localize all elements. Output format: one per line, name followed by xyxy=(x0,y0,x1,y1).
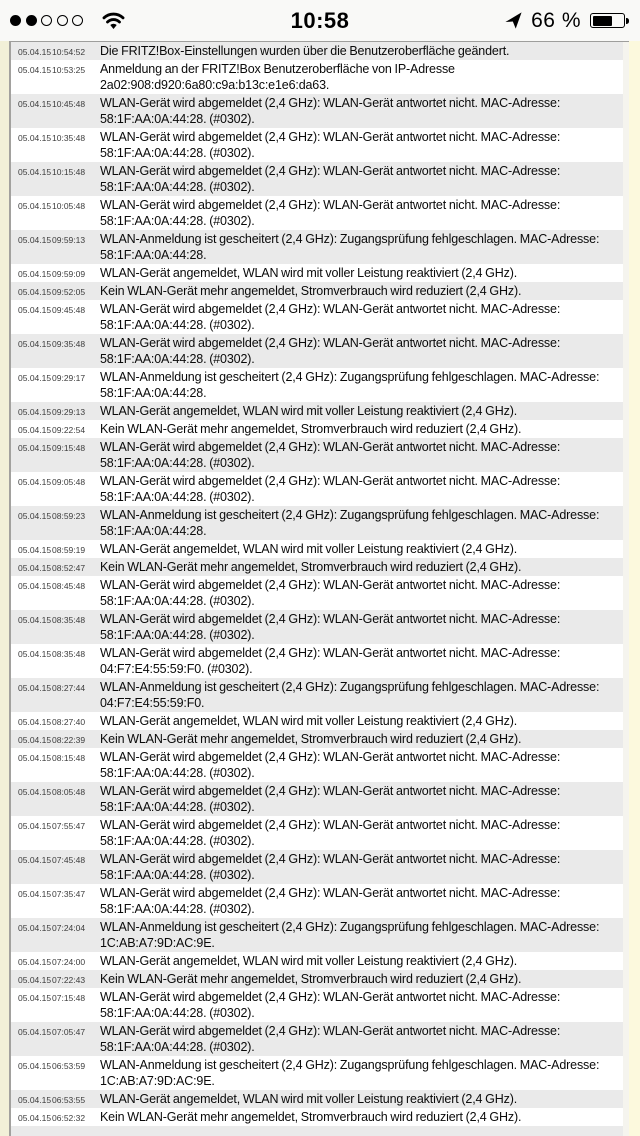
log-row xyxy=(11,1056,623,1090)
log-row xyxy=(11,264,623,282)
log-message: WLAN-Anmeldung ist gescheitert (2,4 GHz): Zugangsprüfung fehlgeschlagen. MAC-Adresse: 04:F7:E4:55:59:F0. xyxy=(100,680,600,710)
log-time: 07:45:48 xyxy=(52,855,86,865)
log-time: 10:35:48 xyxy=(52,133,86,143)
log-row xyxy=(11,952,623,970)
log-message: WLAN-Gerät wird abgemeldet (2,4 GHz): WLAN-Gerät antwortet nicht. MAC-Adresse: 04:F7:E4:55:59:F0. (#0302). xyxy=(100,646,561,676)
log-date: 05.04.15 xyxy=(18,615,52,625)
log-row xyxy=(11,334,623,368)
log-time: 10:53:25 xyxy=(52,65,86,75)
log-row xyxy=(11,1090,623,1108)
battery-fill xyxy=(593,16,612,26)
log-message: WLAN-Gerät angemeldet, WLAN wird mit voller Leistung reaktiviert (2,4 GHz). xyxy=(100,1092,518,1106)
log-date: 05.04.15 xyxy=(18,269,52,279)
log-date: 05.04.15 xyxy=(18,975,52,985)
log-message: Anmeldung an der FRITZ!Box Benutzeroberfläche von IP-Adresse 2a02:908:d920:6a80:c9a:b13c:e1e6:da63. xyxy=(100,62,455,92)
log-message: Kein WLAN-Gerät mehr angemeldet, Stromverbrauch wird reduziert (2,4 GHz). xyxy=(100,732,522,746)
log-time: 07:55:47 xyxy=(52,821,86,831)
log-row xyxy=(11,1022,623,1056)
log-message: WLAN-Gerät wird abgemeldet (2,4 GHz): WLAN-Gerät antwortet nicht. MAC-Adresse: 58:1F:AA:0A:44:28. (#0302). xyxy=(100,1024,561,1054)
log-message: WLAN-Anmeldung ist gescheitert (2,4 GHz): Zugangsprüfung fehlgeschlagen. MAC-Adresse: 58:1F:AA:0A:44:28. xyxy=(100,232,600,262)
log-row xyxy=(11,576,623,610)
log-row xyxy=(11,678,623,712)
log-row xyxy=(11,730,623,748)
log-time: 08:22:39 xyxy=(52,735,86,745)
log-time: 08:15:48 xyxy=(52,753,86,763)
log-message: Kein WLAN-Gerät mehr angemeldet, Stromverbrauch wird reduziert (2,4 GHz). xyxy=(100,284,522,298)
log-time: 10:45:48 xyxy=(52,99,86,109)
log-message: WLAN-Gerät wird abgemeldet (2,4 GHz): WLAN-Gerät antwortet nicht. MAC-Adresse: 58:1F:AA:0A:44:28. (#0302). xyxy=(100,302,561,332)
log-time: 09:35:48 xyxy=(52,339,86,349)
log-time: 08:52:47 xyxy=(52,563,86,573)
log-row xyxy=(11,988,623,1022)
log-date: 05.04.15 xyxy=(18,235,52,245)
log-time: 10:15:48 xyxy=(52,167,86,177)
log-message: WLAN-Gerät wird abgemeldet (2,4 GHz): WLAN-Gerät antwortet nicht. MAC-Adresse: 58:1F:AA:0A:44:28. (#0302). xyxy=(100,852,561,882)
log-message: WLAN-Anmeldung ist gescheitert (2,4 GHz): Zugangsprüfung fehlgeschlagen. MAC-Adresse: 58:1F:AA:0A:44:28. xyxy=(100,370,600,400)
log-time: 10:05:48 xyxy=(52,201,86,211)
log-message: WLAN-Gerät wird abgemeldet (2,4 GHz): WLAN-Gerät antwortet nicht. MAC-Adresse: 58:1F:AA:0A:44:28. (#0302). xyxy=(100,474,561,504)
log-message: WLAN-Gerät angemeldet, WLAN wird mit voller Leistung reaktiviert (2,4 GHz). xyxy=(100,266,518,280)
log-message: Kein WLAN-Gerät mehr angemeldet, Stromverbrauch wird reduziert (2,4 GHz). xyxy=(100,560,522,574)
log-date: 05.04.15 xyxy=(18,1113,52,1123)
log-message: Die FRITZ!Box-Einstellungen wurden über die Benutzeroberfläche geändert. xyxy=(100,44,510,58)
log-row xyxy=(11,782,623,816)
log-message: Kein WLAN-Gerät mehr angemeldet, Stromverbrauch wird reduziert (2,4 GHz). xyxy=(100,1110,522,1124)
log-row xyxy=(11,884,623,918)
log-date: 05.04.15 xyxy=(18,957,52,967)
log-date: 05.04.15 xyxy=(18,753,52,763)
log-row xyxy=(11,644,623,678)
log-date: 05.04.15 xyxy=(18,511,52,521)
log-time: 09:52:05 xyxy=(52,287,86,297)
log-time: 07:35:47 xyxy=(52,889,86,899)
log-date: 05.04.15 xyxy=(18,821,52,831)
log-row xyxy=(11,558,623,576)
log-row xyxy=(11,816,623,850)
log-message: WLAN-Gerät wird abgemeldet (2,4 GHz): WLAN-Gerät antwortet nicht. MAC-Adresse: 58:1F:AA:0A:44:28. (#0302). xyxy=(100,198,561,228)
log-message: WLAN-Gerät angemeldet, WLAN wird mit voller Leistung reaktiviert (2,4 GHz). xyxy=(100,954,518,968)
log-row-partial xyxy=(11,1126,623,1136)
log-message: Kein WLAN-Gerät mehr angemeldet, Stromverbrauch wird reduziert (2,4 GHz). xyxy=(100,422,522,436)
log-message: WLAN-Gerät wird abgemeldet (2,4 GHz): WLAN-Gerät antwortet nicht. MAC-Adresse: 58:1F:AA:0A:44:28. (#0302). xyxy=(100,818,561,848)
log-time: 09:29:13 xyxy=(52,407,86,417)
log-date: 05.04.15 xyxy=(18,855,52,865)
log-time: 09:22:54 xyxy=(52,425,86,435)
log-time: 07:05:47 xyxy=(52,1027,86,1037)
event-log-table xyxy=(11,42,623,1136)
log-date: 05.04.15 xyxy=(18,717,52,727)
log-date: 05.04.15 xyxy=(18,563,52,573)
page-margin-right xyxy=(628,41,640,1136)
log-time: 06:53:59 xyxy=(52,1061,86,1071)
log-row xyxy=(11,970,623,988)
location-arrow-icon xyxy=(505,12,522,29)
log-date: 05.04.15 xyxy=(18,787,52,797)
log-row xyxy=(11,610,623,644)
log-time: 06:52:32 xyxy=(52,1113,86,1123)
log-time: 07:22:43 xyxy=(52,975,86,985)
log-row xyxy=(11,712,623,730)
log-message: WLAN-Gerät wird abgemeldet (2,4 GHz): WLAN-Gerät antwortet nicht. MAC-Adresse: 58:1F:AA:0A:44:28. (#0302). xyxy=(100,578,561,608)
log-row xyxy=(11,282,623,300)
log-time: 06:53:55 xyxy=(52,1095,86,1105)
page-margin-left xyxy=(0,41,9,1136)
log-date: 05.04.15 xyxy=(18,47,52,57)
log-date: 05.04.15 xyxy=(18,425,52,435)
log-time: 07:15:48 xyxy=(52,993,86,1003)
log-time: 08:59:23 xyxy=(52,511,86,521)
log-time: 08:35:48 xyxy=(52,615,86,625)
log-row xyxy=(11,506,623,540)
log-message: Kein WLAN-Gerät mehr angemeldet, Stromverbrauch wird reduziert (2,4 GHz). xyxy=(100,972,522,986)
log-time: 07:24:04 xyxy=(52,923,86,933)
log-time: 09:29:17 xyxy=(52,373,86,383)
log-time: 08:45:48 xyxy=(52,581,86,591)
log-date: 05.04.15 xyxy=(18,735,52,745)
log-message: WLAN-Gerät wird abgemeldet (2,4 GHz): WLAN-Gerät antwortet nicht. MAC-Adresse: 58:1F:AA:0A:44:28. (#0302). xyxy=(100,440,561,470)
log-time: 08:27:44 xyxy=(52,683,86,693)
log-row xyxy=(11,368,623,402)
status-bar xyxy=(0,0,640,41)
battery-percent: 66 % xyxy=(531,8,581,32)
log-date: 05.04.15 xyxy=(18,201,52,211)
log-message: WLAN-Gerät wird abgemeldet (2,4 GHz): WLAN-Gerät antwortet nicht. MAC-Adresse: 58:1F:AA:0A:44:28. (#0302). xyxy=(100,784,561,814)
log-row xyxy=(11,60,623,94)
log-time: 07:24:00 xyxy=(52,957,86,967)
log-time: 09:59:13 xyxy=(52,235,86,245)
log-row xyxy=(11,128,623,162)
log-date: 05.04.15 xyxy=(18,443,52,453)
log-date: 05.04.15 xyxy=(18,305,52,315)
log-row xyxy=(11,42,623,60)
log-row xyxy=(11,748,623,782)
log-message: WLAN-Gerät angemeldet, WLAN wird mit voller Leistung reaktiviert (2,4 GHz). xyxy=(100,714,518,728)
log-date: 05.04.15 xyxy=(18,407,52,417)
log-date: 05.04.15 xyxy=(18,993,52,1003)
log-date: 05.04.15 xyxy=(18,683,52,693)
log-time: 08:35:48 xyxy=(52,649,86,659)
log-row xyxy=(11,196,623,230)
battery-icon xyxy=(590,13,625,28)
log-message: WLAN-Gerät wird abgemeldet (2,4 GHz): WLAN-Gerät antwortet nicht. MAC-Adresse: 58:1F:AA:0A:44:28. (#0302). xyxy=(100,990,561,1020)
status-time: 10:58 xyxy=(290,7,350,33)
log-row xyxy=(11,402,623,420)
log-time: 10:54:52 xyxy=(52,47,86,57)
log-date: 05.04.15 xyxy=(18,65,52,75)
log-row xyxy=(11,94,623,128)
log-date: 05.04.15 xyxy=(18,99,52,109)
log-date: 05.04.15 xyxy=(18,889,52,899)
log-row xyxy=(11,162,623,196)
log-date: 05.04.15 xyxy=(18,133,52,143)
log-row xyxy=(11,472,623,506)
log-date: 05.04.15 xyxy=(18,167,52,177)
log-time: 09:45:48 xyxy=(52,305,86,315)
log-message: WLAN-Gerät angemeldet, WLAN wird mit voller Leistung reaktiviert (2,4 GHz). xyxy=(100,404,518,418)
status-bar-right xyxy=(505,0,630,41)
log-date: 05.04.15 xyxy=(18,1095,52,1105)
log-date: 05.04.15 xyxy=(18,545,52,555)
log-time: 08:59:19 xyxy=(52,545,86,555)
log-row xyxy=(11,300,623,334)
log-time: 08:27:40 xyxy=(52,717,86,727)
log-date: 05.04.15 xyxy=(18,373,52,383)
log-date: 05.04.15 xyxy=(18,1061,52,1071)
event-log-scroll-area[interactable] xyxy=(9,41,629,1136)
log-message: WLAN-Anmeldung ist gescheitert (2,4 GHz): Zugangsprüfung fehlgeschlagen. MAC-Adresse: 58:1F:AA:0A:44:28. xyxy=(100,508,600,538)
log-row xyxy=(11,438,623,472)
log-time: 09:59:09 xyxy=(52,269,86,279)
log-message: WLAN-Gerät angemeldet, WLAN wird mit voller Leistung reaktiviert (2,4 GHz). xyxy=(100,542,518,556)
log-date: 05.04.15 xyxy=(18,1027,52,1037)
log-row xyxy=(11,918,623,952)
log-message: WLAN-Gerät wird abgemeldet (2,4 GHz): WLAN-Gerät antwortet nicht. MAC-Adresse: 58:1F:AA:0A:44:28. (#0302). xyxy=(100,336,561,366)
log-message: WLAN-Gerät wird abgemeldet (2,4 GHz): WLAN-Gerät antwortet nicht. MAC-Adresse: 58:1F:AA:0A:44:28. (#0302). xyxy=(100,750,561,780)
log-time: 09:05:48 xyxy=(52,477,86,487)
log-message: WLAN-Anmeldung ist gescheitert (2,4 GHz): Zugangsprüfung fehlgeschlagen. MAC-Adresse: 1C:AB:A7:9D:AC:9E. xyxy=(100,920,600,950)
log-time: 08:05:48 xyxy=(52,787,86,797)
log-message: WLAN-Gerät wird abgemeldet (2,4 GHz): WLAN-Gerät antwortet nicht. MAC-Adresse: 58:1F:AA:0A:44:28. (#0302). xyxy=(100,164,561,194)
log-date: 05.04.15 xyxy=(18,287,52,297)
battery-nub xyxy=(626,18,629,24)
log-row xyxy=(11,540,623,558)
log-message: WLAN-Gerät wird abgemeldet (2,4 GHz): WLAN-Gerät antwortet nicht. MAC-Adresse: 58:1F:AA:0A:44:28. (#0302). xyxy=(100,130,561,160)
log-row xyxy=(11,1108,623,1126)
log-message: WLAN-Gerät wird abgemeldet (2,4 GHz): WLAN-Gerät antwortet nicht. MAC-Adresse: 58:1F:AA:0A:44:28. (#0302). xyxy=(100,886,561,916)
log-message: WLAN-Gerät wird abgemeldet (2,4 GHz): WLAN-Gerät antwortet nicht. MAC-Adresse: 58:1F:AA:0A:44:28. (#0302). xyxy=(100,612,561,642)
log-message: WLAN-Gerät wird abgemeldet (2,4 GHz): WLAN-Gerät antwortet nicht. MAC-Adresse: 58:1F:AA:0A:44:28. (#0302). xyxy=(100,96,561,126)
log-time: 09:15:48 xyxy=(52,443,86,453)
log-message: WLAN-Anmeldung ist gescheitert (2,4 GHz): Zugangsprüfung fehlgeschlagen. MAC-Adresse: 1C:AB:A7:9D:AC:9E. xyxy=(100,1058,600,1088)
log-row xyxy=(11,850,623,884)
log-date: 05.04.15 xyxy=(18,477,52,487)
log-row xyxy=(11,230,623,264)
log-date: 05.04.15 xyxy=(18,923,52,933)
log-row xyxy=(11,420,623,438)
log-date: 05.04.15 xyxy=(18,581,52,591)
log-date: 05.04.15 xyxy=(18,649,52,659)
log-date: 05.04.15 xyxy=(18,339,52,349)
